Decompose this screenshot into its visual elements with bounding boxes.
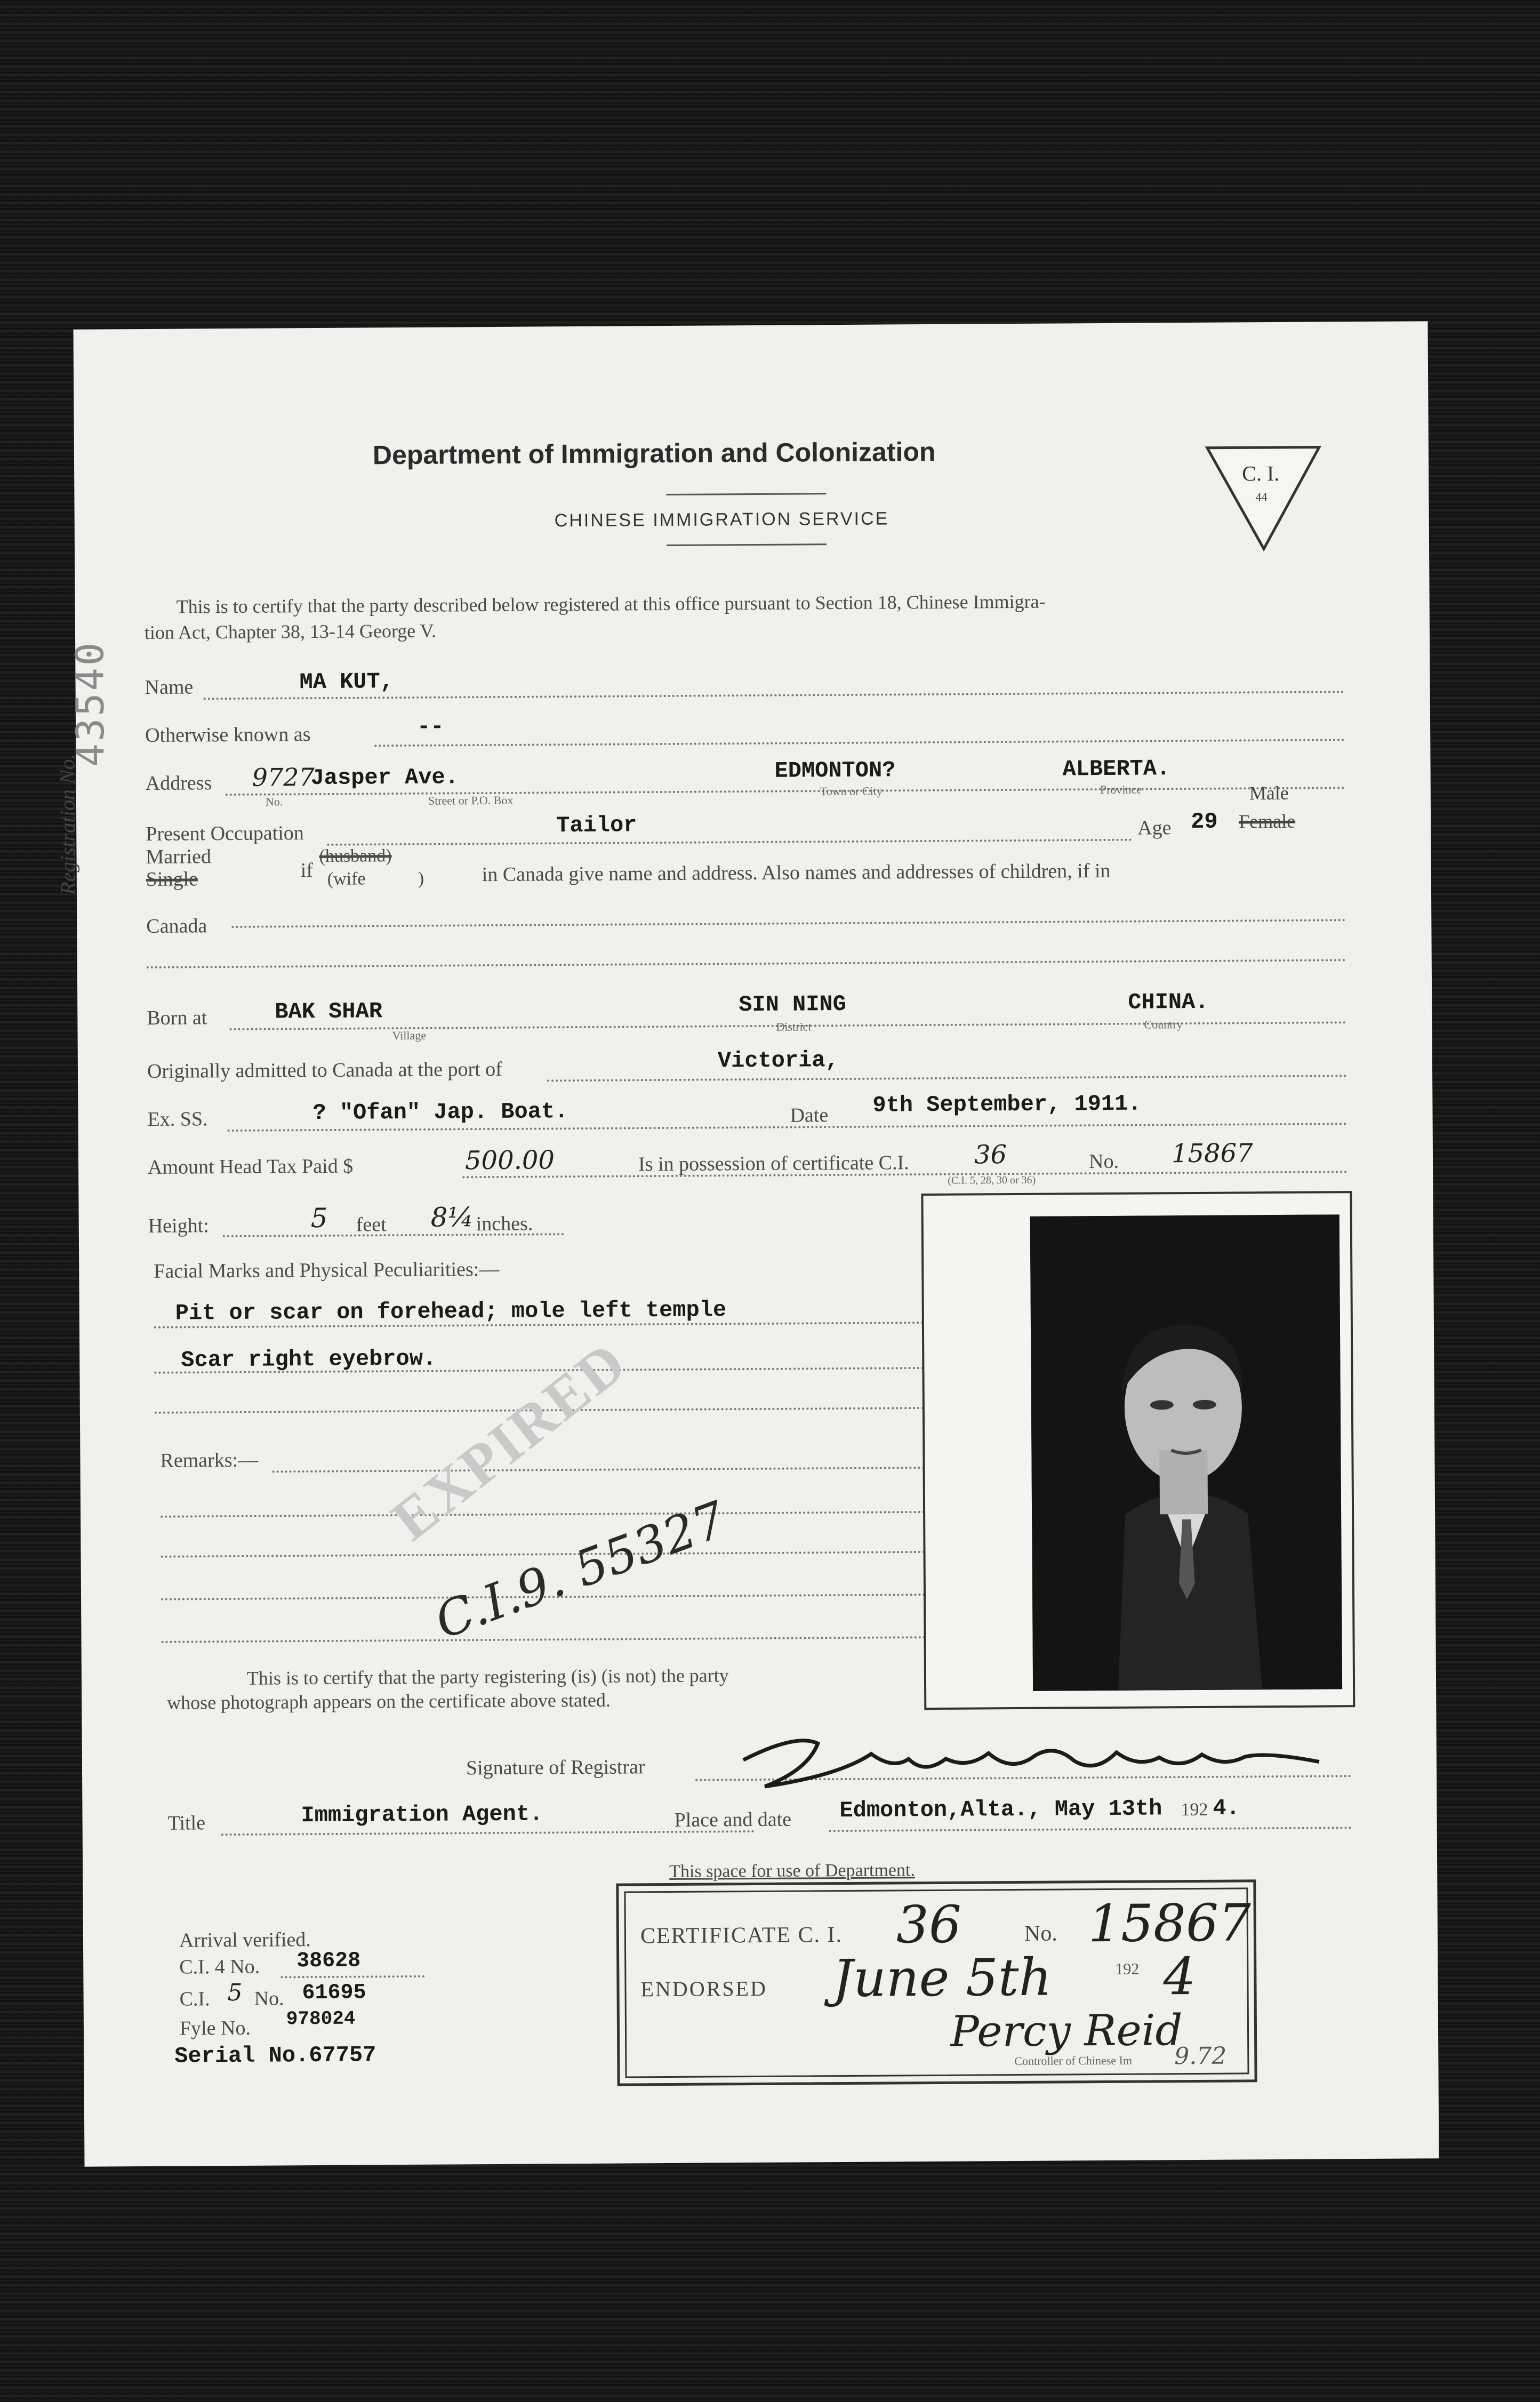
ci4-line — [280, 1975, 424, 1979]
sub-no: No. — [265, 795, 283, 808]
facial-label: Facial Marks and Physical Peculiarities:— — [154, 1258, 500, 1283]
name-value: MA KUT, — [299, 669, 394, 695]
title-value: Immigration Agent. — [301, 1801, 543, 1829]
applicant-photo — [1030, 1214, 1342, 1691]
photo-certify-line2: whose photograph appears on the certificate above stated. — [167, 1689, 611, 1714]
header-rule-top — [666, 493, 826, 495]
occupation-line — [327, 839, 1132, 846]
port-line — [547, 1075, 1347, 1082]
known-as-label: Otherwise known as — [145, 723, 311, 747]
header-rule-bottom — [667, 543, 827, 546]
badge-number: 44 — [1255, 490, 1268, 504]
canada-label: Canada — [146, 915, 207, 938]
if-label: if — [300, 859, 314, 882]
ss-value: ? "Ofan" Jap. Boat. — [312, 1099, 568, 1126]
address-label: Address — [145, 772, 212, 795]
certify-text-2: tion Act, Chapter 38, 13-14 George V. — [144, 620, 437, 643]
married-label: Married — [146, 845, 212, 868]
known-as-value: -- — [416, 714, 444, 740]
box-signature: Percy Reid — [950, 2005, 1183, 2056]
registrar-signature — [732, 1719, 1335, 1800]
facial-value-2: Scar right eyebrow. — [181, 1346, 437, 1373]
box-controller-suffix: 9.72 — [1174, 2042, 1227, 2070]
possession-ci: 36 — [974, 1140, 1007, 1170]
facial-value-1: Pit or scar on forehead; mole left temple — [175, 1297, 727, 1326]
department-title: Department of Immigration and Colonization — [372, 436, 936, 470]
sex-male: Male — [1249, 782, 1289, 804]
ci4-label: C.I. 4 No. — [179, 1955, 260, 1979]
canada-line-2 — [147, 959, 1346, 968]
born-label: Born at — [147, 1006, 207, 1029]
sex-female: Female — [1239, 810, 1296, 832]
ci-no-label: No. — [254, 1987, 284, 2010]
feet-label: feet — [356, 1213, 387, 1236]
box-endorsed-date: June 5th — [832, 1947, 1052, 2009]
age-label: Age — [1137, 816, 1172, 839]
fyle-no: 978024 — [286, 2007, 356, 2030]
badge-label: C. I. — [1242, 461, 1280, 486]
sub-district: District — [776, 1020, 812, 1034]
port-label: Originally admitted to Canada at the port of — [147, 1058, 502, 1083]
height-feet: 5 — [310, 1202, 328, 1234]
year-prefix: 192 — [1181, 1799, 1208, 1820]
box-cert-ci: 36 — [896, 1894, 962, 1955]
ci-44-badge — [1205, 444, 1322, 551]
address-number: 9727 — [252, 763, 315, 792]
height-inches: 8¼ — [430, 1202, 474, 1233]
ci4-no: 38628 — [296, 1949, 361, 1974]
sub-street: Street or P.O. Box — [428, 793, 514, 807]
photo-certify-line1: This is to certify that the party registering (is) (is not) the party — [246, 1664, 729, 1689]
box-year-hand: 4 — [1163, 1946, 1196, 2007]
address-street: Jasper Ave. — [310, 764, 459, 791]
age-value: 29 — [1191, 808, 1218, 835]
occupation-label: Present Occupation — [146, 822, 304, 845]
date-label: Date — [790, 1104, 829, 1127]
wife-close-paren: ) — [418, 868, 424, 888]
wife-label: (wife — [327, 869, 366, 889]
sub-village: Village — [392, 1028, 427, 1043]
registration-label: Registration No. — [55, 754, 80, 895]
inches-label: inches. — [476, 1212, 533, 1236]
box-endorsed-label: ENDORSED — [640, 1976, 768, 2001]
remarks-line-2 — [161, 1510, 976, 1517]
remarks-line-5 — [162, 1636, 977, 1643]
arrival-label: Arrival verified. — [179, 1928, 311, 1952]
department-caption: This space for use of Department. — [669, 1860, 916, 1882]
born-district: SIN NING — [739, 991, 847, 1018]
born-village: BAK SHAR — [275, 998, 383, 1025]
serial-no: Serial No.67757 — [174, 2042, 376, 2069]
box-no-label: No. — [1024, 1921, 1057, 1946]
husband-label: (husband) — [319, 846, 392, 866]
box-cert-no: 15867 — [1088, 1893, 1252, 1954]
name-label: Name — [145, 676, 194, 699]
possession-label: Is in possession of certificate C.I. — [638, 1151, 909, 1176]
box-controller-label: Controller of Chinese Im — [1014, 2053, 1133, 2068]
ci-label: C.I. — [179, 1988, 210, 2011]
year-suffix: 4. — [1213, 1795, 1240, 1821]
registration-number: 43540 — [67, 640, 113, 767]
canada-line-1 — [231, 919, 1346, 928]
box-year-prefix: 192 — [1115, 1960, 1140, 1978]
remarks-line-1 — [272, 1466, 976, 1472]
photo-frame — [921, 1191, 1355, 1710]
place-value: Edmonton,Alta., May 13th — [839, 1796, 1162, 1824]
possession-no: 15867 — [1171, 1138, 1253, 1169]
sub-province: Province — [1100, 782, 1142, 797]
no-label: No. — [1088, 1150, 1119, 1173]
ss-label: Ex. SS. — [147, 1108, 208, 1131]
occupation-value: Tailor — [556, 812, 637, 839]
height-label: Height: — [148, 1214, 209, 1237]
service-title: CHINESE IMMIGRATION SERVICE — [554, 508, 889, 531]
registration-form — [55, 321, 1439, 2166]
port-value: Victoria, — [717, 1047, 839, 1074]
expired-stamp: EXPIRED — [380, 1328, 639, 1553]
certify-text: This is to certify that the party described below registered at this office pursuant to Section 18, Chinese Immigra- — [176, 590, 1046, 618]
ci-type: 5 — [227, 1979, 243, 2007]
remark-handwriting: C.I.9. 55327 — [428, 1490, 734, 1651]
fyle-label: Fyle No. — [179, 2016, 251, 2040]
ci-sub: (C.I. 5, 28, 30 or 36) — [948, 1174, 1036, 1187]
date-value: 9th September, 1911. — [872, 1091, 1142, 1118]
born-country: CHINA. — [1128, 989, 1209, 1015]
remarks-label: Remarks:— — [160, 1448, 259, 1472]
single-label: Single — [146, 868, 198, 891]
in-canada-text: in Canada give name and address. Also names and addresses of children, if in — [482, 859, 1111, 886]
tax-label: Amount Head Tax Paid $ — [147, 1155, 354, 1179]
address-city: EDMONTON? — [774, 757, 896, 784]
sub-city: Town or City — [820, 784, 883, 798]
place-label: Place and date — [674, 1808, 792, 1831]
title-label: Title — [167, 1812, 206, 1835]
box-cert-label: CERTIFICATE C. I. — [640, 1923, 843, 1949]
address-province: ALBERTA. — [1062, 756, 1170, 782]
ci-no: 61695 — [302, 1981, 366, 2006]
known-as-line — [374, 739, 1345, 747]
place-line — [829, 1827, 1352, 1832]
tax-value: 500.00 — [464, 1145, 555, 1176]
signature-label: Signature of Registrar — [466, 1756, 645, 1780]
sub-country: Country — [1144, 1018, 1183, 1031]
department-box — [616, 1879, 1257, 2086]
